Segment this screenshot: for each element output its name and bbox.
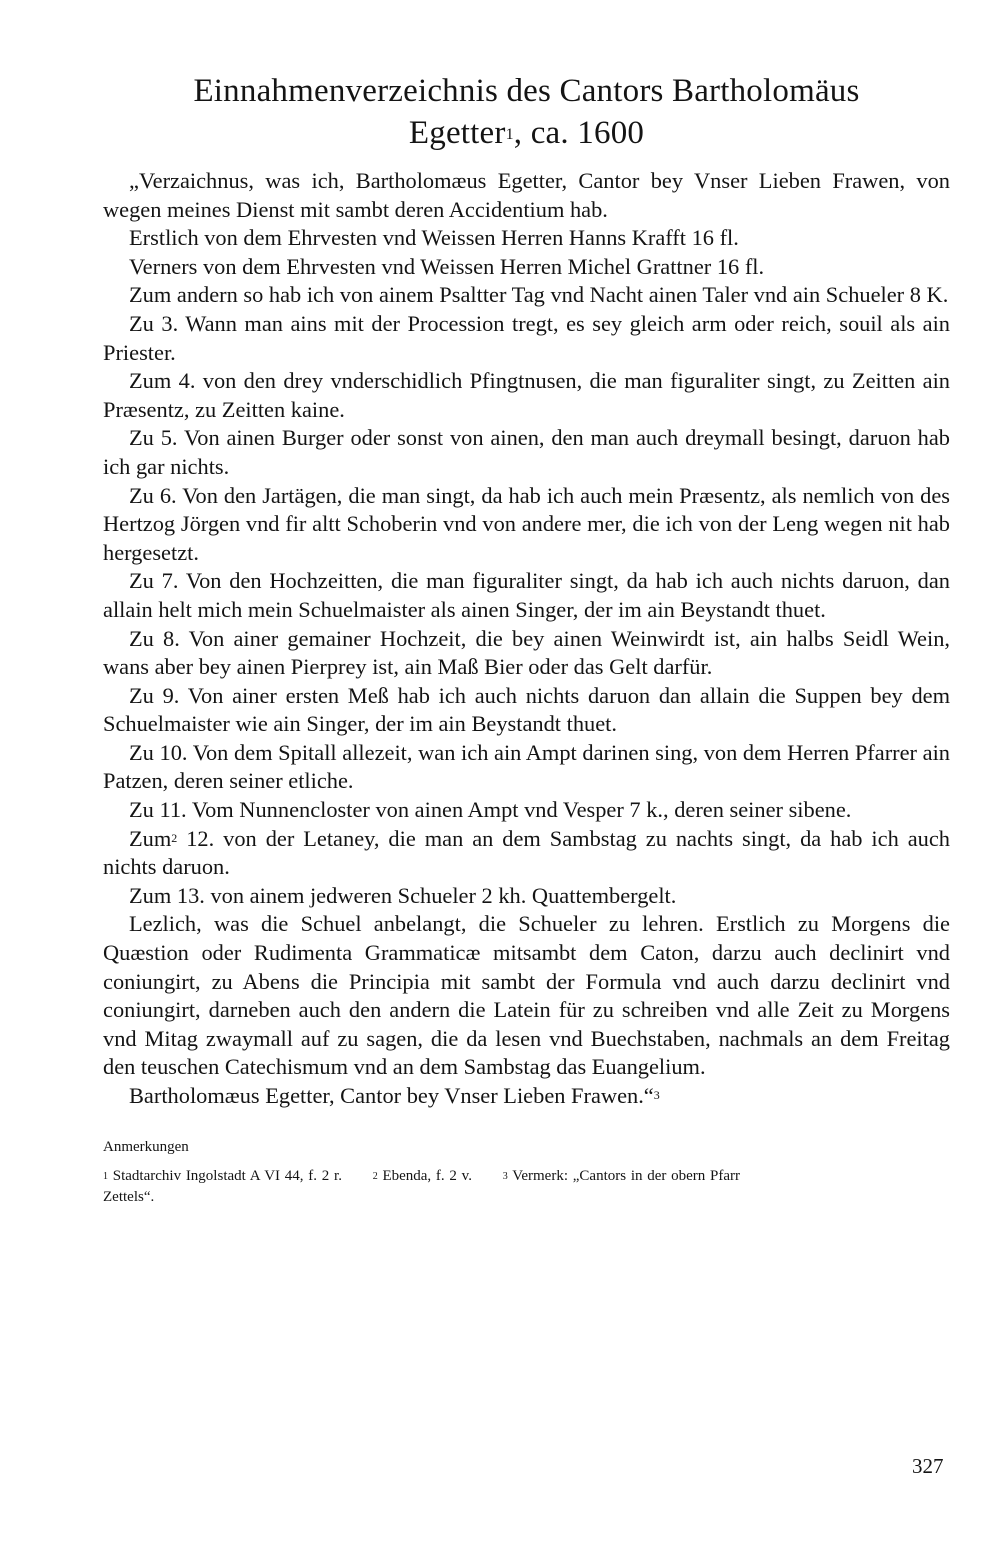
paragraph-intro: „Verzaichnus, was ich, Bartholomæus Egetter, Cantor bey Vnser Lieben Frawen, von wegen meines Dienst mit sambt deren Accidentium hab. <box>103 168 950 222</box>
title-footnote-ref: 1 <box>505 126 514 143</box>
paragraph-9: Zu 9. Von ainer ersten Meß hab ich auch nichts daruon dan allain die Suppen bey dem Schuelmaister wie ain Singer, der im ain Beystandt thuet. <box>103 682 950 737</box>
footnote-3-text: Vermerk: „Cantors in der obern Pfarr <box>512 1167 741 1184</box>
paragraph-12 <box>103 825 950 882</box>
footnote-ref-2: 2 <box>171 830 178 845</box>
footnote-1-text: Stadtarchiv Ingolstadt A VI 44, f. 2 r. <box>112 1167 342 1184</box>
title-line-2: Egetter <box>408 115 506 151</box>
paragraph-11: Zu 11. Vom Nunnencloster von ainen Ampt vnd Vesper 7 k., deren seiner sibene. <box>129 797 852 823</box>
paragraph-12-start: Zum <box>129 825 172 851</box>
document-title <box>103 70 950 154</box>
paragraph-3: Zu 3. Wann man ains mit der Procession tregt, es sey gleich arm oder reich, souil als ain Priester. <box>103 310 950 365</box>
paragraph-8: Zu 8. Von ainer gemainer Hochzeit, die bey ainen Weinwirdt ist, ain halbs Seidl Wein, wans aber bey ainen Pierprey ist, ain Maß Bier oder das Gelt darfür. <box>103 625 950 680</box>
footnotes <box>103 1137 950 1208</box>
signature-text: Bartholomæus Egetter, Cantor bey Vnser Lieben Frawen.“ <box>129 1083 654 1108</box>
footnote-2-number: 2 <box>372 1170 378 1182</box>
paragraph-5: Zu 5. Von ainen Burger oder sonst von ainen, den man auch dreymall besingt, daruon hab ich gar nichts. <box>103 425 950 479</box>
document-page <box>103 70 950 1208</box>
paragraph-krafft: Erstlich von dem Ehrvesten vnd Weissen Herren Hanns Krafft 16 fl. <box>129 225 739 251</box>
footnote-2-text: Ebenda, f. 2 v. <box>382 1167 472 1184</box>
paragraph-4: Zum 4. von den drey vnderschidlich Pfingtnusen, die man figuraliter singt, zu Zeitten ain Præsentz, zu Zeitten kaine. <box>103 368 950 422</box>
paragraph-12-rest: 12. von der Letaney, die man an dem Sambstag zu nachts singt, da hab ich auch nichts daruon. <box>103 825 950 880</box>
title-line-1: Einnahmenverzeichnis des Cantors Bartholomäus <box>193 73 860 109</box>
paragraph-signature <box>103 1082 950 1111</box>
document-body <box>103 167 950 1111</box>
paragraph-10: Zu 10. Von dem Spitall allezeit, wan ich ain Ampt darinen sing, von dem Herren Pfarrer ain Patzen, deren seiner etliche. <box>103 739 950 794</box>
footnote-3 <box>503 1166 740 1187</box>
footnote-1-number: 1 <box>103 1170 108 1182</box>
footnotes-heading: Anmerkungen <box>103 1138 189 1155</box>
paragraph-grattner: Verners von dem Ehrvesten vnd Weissen Herren Michel Grattner 16 fl. <box>129 253 765 279</box>
footnote-ref-3: 3 <box>653 1088 660 1102</box>
footnote-3-continuation: Zettels“. <box>103 1188 155 1205</box>
page-number: 327 <box>912 1454 944 1478</box>
footnotes-line <box>103 1166 950 1187</box>
footnote-1 <box>103 1166 342 1187</box>
paragraph-6: Zu 6. Von den Jartägen, die man singt, da hab ich auch mein Præsentz, als nemlich von des Hertzog Jörgen vnd fir altt Schoberin vnd von andere mer, die ich von der Leng wegen nit hab hergesetzt. <box>103 482 950 565</box>
footnote-3-number: 3 <box>502 1170 508 1182</box>
paragraph-13: Zum 13. von ainem jedweren Schueler 2 kh. Quattembergelt. <box>129 882 677 908</box>
paragraph-school: Lezlich, was die Schuel anbelangt, die Schueler zu lehren. Erstlich zu Morgens die Quæstion oder Rudimenta Grammaticæ mitsambt dem Caton, darzu auch declinirt vnd coniungirt, zu Abens die Principia mit sambt der Formula vnd auch darzu declinirt vnd coniungirt, darneben auch den andern die Latein für zu schreiben vnd alle Zeit zu Morgens vnd Mitag zwaymall auf zu sagen, die da lesen vnd Buechstaben, nachmals an dem Freitag den teuschen Catechismum vnd an dem Sambstag das Euangelium. <box>103 911 950 1080</box>
title-line-2-rest: , ca. 1600 <box>513 115 645 151</box>
paragraph-7: Zu 7. Von den Hochzeitten, die man figuraliter singt, da hab ich auch nichts daruon, dan allain helt mich mein Schuelmaister als ainen Singer, der im ain Beystandt thuet. <box>103 568 950 622</box>
footnote-2 <box>373 1166 472 1187</box>
paragraph-2: Zum andern so hab ich von ainem Psaltter Tag vnd Nacht ainen Taler vnd ain Schueler 8 K. <box>129 282 949 308</box>
